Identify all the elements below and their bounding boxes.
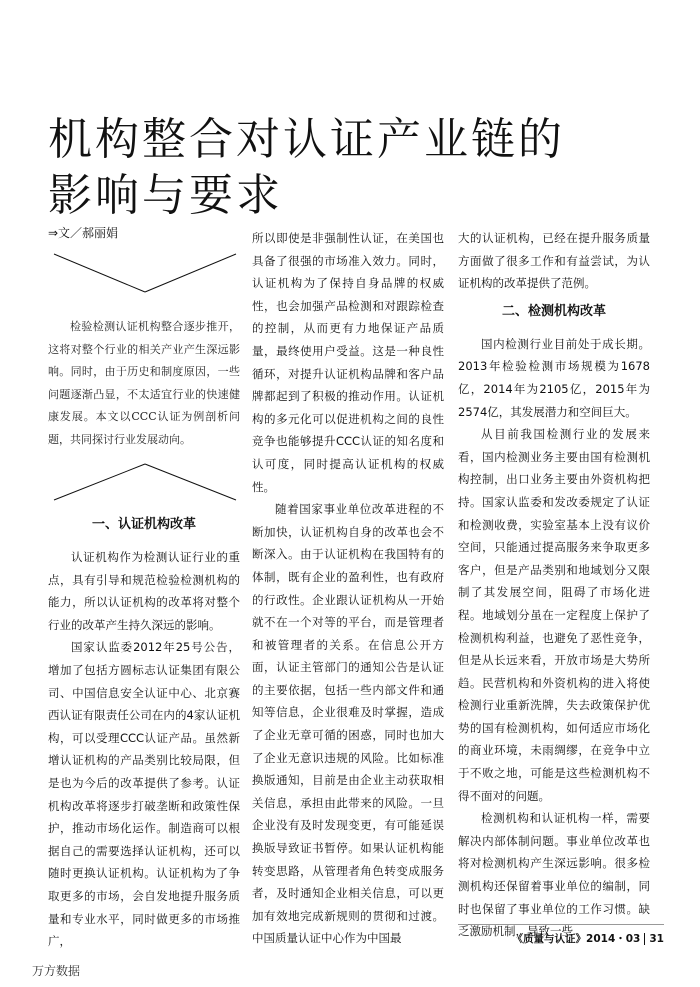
chevron-divider-bottom — [50, 456, 240, 506]
paragraph: 大的认证机构，已经在提升服务质量方面做了很多工作和有益尝试，为认证机构的改革提供了范例。 — [458, 231, 650, 291]
watermark: 万方数据 — [32, 964, 81, 978]
journal-name: 《质量与认证》2014・03 — [512, 933, 641, 945]
title-line-2: 影响与要求 — [48, 170, 283, 221]
text-column-3 — [458, 227, 650, 943]
page-number: 31 — [644, 933, 664, 945]
abstract: 检验检测认证机构整合逐步推开，这将对整个行业的相关产业产生深远影响。同时，由于历史和制度原因，一些问题逐渐凸显，不太适宜行业的快速健康发展。本文以CCC认证为例剖析问题，共同探讨行业发展动向。 — [48, 320, 240, 446]
paragraph: 检测机构和认证机构一样，需要解决内部体制问题。事业单位改革也将对检测机构产生深远影响。很多检测机构还保留着事业单位的编制，同时也保留了事业单位的工作习惯。缺乏激励机制，导致一些 — [458, 811, 650, 939]
author-byline: ⇒文／郝丽娟 — [48, 226, 119, 240]
paragraph: 国内检测行业目前处于成长期。2013年检验检测市场规模为1678亿，2014年为2105亿，2015年为2574亿，其发展潜力和空间巨大。 — [458, 336, 650, 419]
section-heading-1: 一、认证机构改革 — [91, 517, 196, 532]
page-footer — [458, 924, 664, 946]
paragraph: 所以即使是非强制性认证，在美国也具备了很强的市场准入效力。同时，认证机构为了保持自身品牌的权威性，也会加强产品检测和对跟踪检查的控制，从而更有力地保证产品质量，最终使用户受益。这是一种良性循环，对提升认证机构品牌和客户品牌都起到了积极的推动作用。认证机构的多元化可以促进机构之间的良性竞争也能够提升CCC认证的知名度和认可度，同时提高认证机构的权威性。 — [252, 231, 444, 494]
paragraph: 国家认监委2012年25号公告，增加了包括方圆标志认证集团有限公司、中国信息安全认证中心、北京赛西认证有限责任公司在内的4家认证机构，可以受理CCC认证产品。虽然新增认证机构的产品类别比较局限，但是也为今后的改革提供了参考。认证机构改革将逐步打破垄断和政策性保护，推动市场化运作。制造商可以根据自己的需要选择认证机构，还可以随时更换认证机构。认证机构为了争取更多的市场，会自发地提升服务质量和专业水平，同时做更多的市场推广， — [48, 640, 240, 949]
section-heading-2: 二、检测机构改革 — [501, 303, 606, 319]
paragraph: 认证机构作为检测认证行业的重点，具有引导和规范检验检测机构的能力，所以认证机构的改革将对整个行业的改革产生持久深远的影响。 — [48, 550, 240, 632]
chevron-divider-top — [50, 248, 240, 298]
article-title — [48, 112, 608, 224]
paragraph: 随着国家事业单位改革进程的不断加快，认证机构自身的改革也会不断深入。由于认证机构在我国特有的体制，既有企业的盈利性，也有政府的行政性。企业跟认证机构从一开始就不在一个对等的平台，而是管理者和被管理者的关系。在信息公开方面，认证主管部门的通知公告是认证的主要依据，包括一些内部文件和通知等信息，企业很难及时掌握，造成了企业无章可循的困惑，同时也加大了企业无意识违规的风险。比如标准换版通知，目前是由企业主动获取相关信息，承担由此带来的风险。一旦企业没有及时发现变更，有可能延误换版导致证书暂停。如果认证机构能转变思路，从管理者角色转变成服务者，及时通知企业相关信息，可以更加有效地完成新规则的贯彻和过渡。中国质量认证中心作为中国最 — [252, 502, 444, 946]
text-column-2 — [252, 227, 444, 950]
paragraph: 从目前我国检测行业的发展来看，国内检测业务主要由国有检测机构控制，出口业务主要由外资机构把持。国家认监委和发改委规定了认证和检测收费，实验室基本上没有议价空间，只能通过提高服务来争取更多客户，但是产品类别和地域划分又限制了其发展空间，阻碍了市场化进程。地域划分虽在一定程度上保护了检测机构利益，也避免了恶性竞争，但是从长远来看，开放市场是大势所趋。民营机构和外资机构的进入将使检测行业重新洗牌，失去政策保护优势的国有检测机构，如何适应市场化的商业环境，未雨绸缪，在竞争中立于不败之地，可能是这些检测机构不得不面对的问题。 — [458, 427, 650, 803]
text-column-1 — [48, 508, 240, 953]
title-line-1: 机构整合对认证产业链的 — [48, 114, 565, 165]
